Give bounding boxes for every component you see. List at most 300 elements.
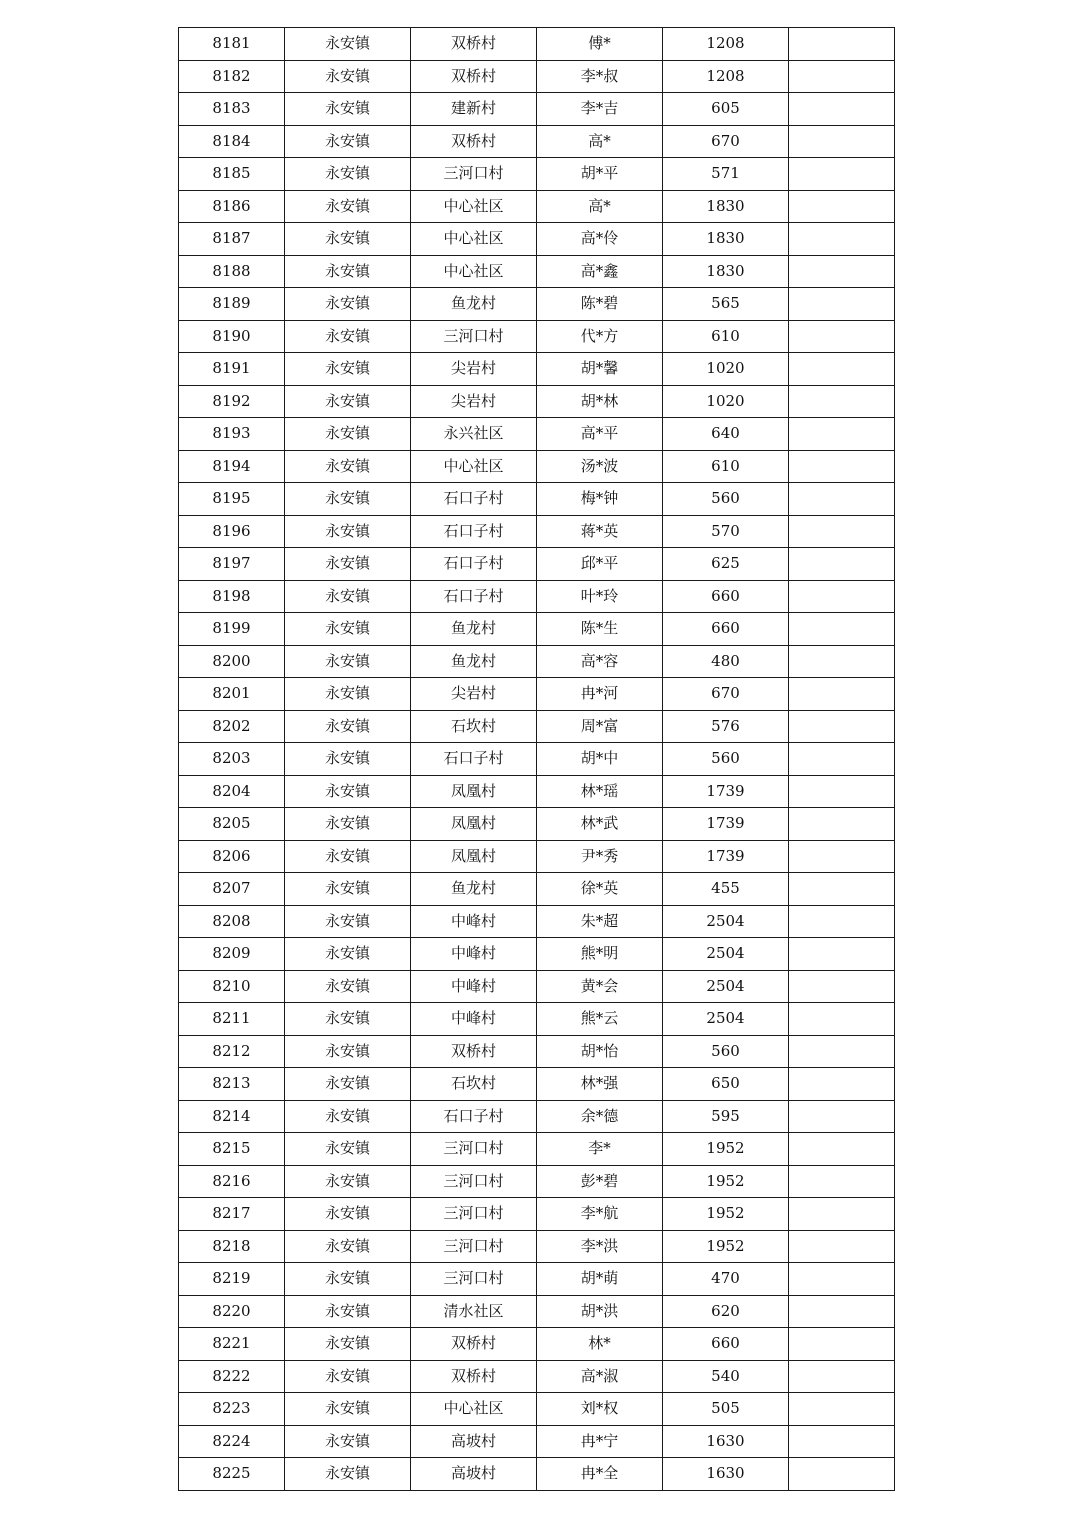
cell-note (789, 1425, 895, 1458)
cell-village: 中心社区 (411, 450, 537, 483)
cell-village: 石坎村 (411, 710, 537, 743)
cell-town: 永安镇 (285, 645, 411, 678)
cell-amount: 480 (663, 645, 789, 678)
cell-town: 永安镇 (285, 190, 411, 223)
table-row (179, 678, 895, 711)
cell-village: 双桥村 (411, 1360, 537, 1393)
cell-amount: 1739 (663, 840, 789, 873)
cell-person-name: 余*德 (537, 1100, 663, 1133)
cell-amount: 570 (663, 515, 789, 548)
cell-amount: 1830 (663, 223, 789, 256)
cell-note (789, 1458, 895, 1491)
cell-note (789, 353, 895, 386)
cell-serial-number: 8220 (179, 1295, 285, 1328)
cell-village: 凤凰村 (411, 808, 537, 841)
cell-town: 永安镇 (285, 938, 411, 971)
table-row (179, 385, 895, 418)
cell-amount: 505 (663, 1393, 789, 1426)
cell-amount: 571 (663, 158, 789, 191)
table-row (179, 775, 895, 808)
cell-village: 凤凰村 (411, 840, 537, 873)
cell-amount: 565 (663, 288, 789, 321)
cell-village: 尖岩村 (411, 385, 537, 418)
cell-person-name: 林*武 (537, 808, 663, 841)
cell-person-name: 朱*超 (537, 905, 663, 938)
cell-village: 中心社区 (411, 255, 537, 288)
cell-serial-number: 8208 (179, 905, 285, 938)
table-row (179, 1425, 895, 1458)
cell-amount: 1952 (663, 1230, 789, 1263)
table-row (179, 938, 895, 971)
table-row (179, 255, 895, 288)
cell-person-name: 徐*英 (537, 873, 663, 906)
cell-town: 永安镇 (285, 1230, 411, 1263)
table-row (179, 125, 895, 158)
cell-note (789, 580, 895, 613)
cell-person-name: 冉*全 (537, 1458, 663, 1491)
cell-serial-number: 8221 (179, 1328, 285, 1361)
cell-village: 双桥村 (411, 1035, 537, 1068)
cell-person-name: 胡*萌 (537, 1263, 663, 1296)
table-row (179, 1328, 895, 1361)
cell-serial-number: 8189 (179, 288, 285, 321)
cell-town: 永安镇 (285, 450, 411, 483)
cell-person-name: 梅*钟 (537, 483, 663, 516)
cell-village: 中心社区 (411, 190, 537, 223)
table-row (179, 970, 895, 1003)
cell-note (789, 28, 895, 61)
cell-village: 石口子村 (411, 483, 537, 516)
cell-person-name: 蒋*英 (537, 515, 663, 548)
cell-note (789, 450, 895, 483)
cell-town: 永安镇 (285, 580, 411, 613)
cell-serial-number: 8209 (179, 938, 285, 971)
cell-serial-number: 8201 (179, 678, 285, 711)
cell-town: 永安镇 (285, 223, 411, 256)
table-row (179, 223, 895, 256)
cell-serial-number: 8223 (179, 1393, 285, 1426)
cell-person-name: 高*鑫 (537, 255, 663, 288)
cell-person-name: 胡*中 (537, 743, 663, 776)
cell-serial-number: 8190 (179, 320, 285, 353)
cell-village: 三河口村 (411, 1230, 537, 1263)
table-row (179, 1360, 895, 1393)
cell-serial-number: 8216 (179, 1165, 285, 1198)
cell-village: 中心社区 (411, 1393, 537, 1426)
cell-village: 石口子村 (411, 1100, 537, 1133)
table-row (179, 1133, 895, 1166)
cell-note (789, 1165, 895, 1198)
table-row (179, 190, 895, 223)
cell-person-name: 邱*平 (537, 548, 663, 581)
cell-note (789, 255, 895, 288)
cell-amount: 2504 (663, 970, 789, 1003)
cell-serial-number: 8193 (179, 418, 285, 451)
cell-village: 鱼龙村 (411, 873, 537, 906)
cell-person-name: 彭*碧 (537, 1165, 663, 1198)
cell-amount: 1020 (663, 353, 789, 386)
cell-serial-number: 8218 (179, 1230, 285, 1263)
cell-serial-number: 8203 (179, 743, 285, 776)
table-row (179, 158, 895, 191)
cell-town: 永安镇 (285, 1068, 411, 1101)
cell-person-name: 林*强 (537, 1068, 663, 1101)
table-row (179, 1165, 895, 1198)
cell-person-name: 胡*怡 (537, 1035, 663, 1068)
cell-note (789, 418, 895, 451)
table-row (179, 93, 895, 126)
cell-amount: 1630 (663, 1458, 789, 1491)
cell-person-name: 胡*馨 (537, 353, 663, 386)
cell-note (789, 1133, 895, 1166)
cell-note (789, 743, 895, 776)
cell-amount: 455 (663, 873, 789, 906)
table-row (179, 418, 895, 451)
cell-village: 尖岩村 (411, 678, 537, 711)
cell-amount: 620 (663, 1295, 789, 1328)
cell-town: 永安镇 (285, 905, 411, 938)
cell-amount: 560 (663, 743, 789, 776)
table-row (179, 1068, 895, 1101)
cell-serial-number: 8202 (179, 710, 285, 743)
cell-village: 中心社区 (411, 223, 537, 256)
cell-person-name: 李* (537, 1133, 663, 1166)
cell-amount: 1739 (663, 808, 789, 841)
table-row (179, 580, 895, 613)
cell-note (789, 775, 895, 808)
cell-town: 永安镇 (285, 1003, 411, 1036)
cell-town: 永安镇 (285, 320, 411, 353)
cell-person-name: 李*吉 (537, 93, 663, 126)
table-row (179, 353, 895, 386)
cell-amount: 470 (663, 1263, 789, 1296)
cell-amount: 2504 (663, 1003, 789, 1036)
cell-person-name: 周*富 (537, 710, 663, 743)
cell-person-name: 刘*权 (537, 1393, 663, 1426)
cell-town: 永安镇 (285, 1198, 411, 1231)
cell-serial-number: 8210 (179, 970, 285, 1003)
cell-person-name: 陈*生 (537, 613, 663, 646)
table-row (179, 840, 895, 873)
cell-town: 永安镇 (285, 1458, 411, 1491)
table-row (179, 28, 895, 61)
cell-town: 永安镇 (285, 418, 411, 451)
table-row (179, 1458, 895, 1491)
cell-serial-number: 8192 (179, 385, 285, 418)
table-row (179, 548, 895, 581)
cell-amount: 670 (663, 678, 789, 711)
cell-note (789, 808, 895, 841)
cell-person-name: 高*伶 (537, 223, 663, 256)
cell-village: 中峰村 (411, 905, 537, 938)
table-row (179, 483, 895, 516)
cell-village: 石口子村 (411, 548, 537, 581)
cell-serial-number: 8181 (179, 28, 285, 61)
cell-serial-number: 8219 (179, 1263, 285, 1296)
cell-note (789, 125, 895, 158)
cell-serial-number: 8186 (179, 190, 285, 223)
cell-town: 永安镇 (285, 60, 411, 93)
cell-person-name: 高* (537, 125, 663, 158)
cell-amount: 670 (663, 125, 789, 158)
cell-town: 永安镇 (285, 288, 411, 321)
cell-town: 永安镇 (285, 255, 411, 288)
cell-village: 石口子村 (411, 580, 537, 613)
cell-serial-number: 8199 (179, 613, 285, 646)
table-body (179, 28, 895, 1491)
cell-village: 石坎村 (411, 1068, 537, 1101)
cell-village: 高坡村 (411, 1425, 537, 1458)
cell-person-name: 高*平 (537, 418, 663, 451)
table-row (179, 1035, 895, 1068)
cell-person-name: 林* (537, 1328, 663, 1361)
cell-serial-number: 8196 (179, 515, 285, 548)
cell-person-name: 叶*玲 (537, 580, 663, 613)
cell-person-name: 陈*碧 (537, 288, 663, 321)
cell-amount: 650 (663, 1068, 789, 1101)
cell-amount: 640 (663, 418, 789, 451)
cell-amount: 625 (663, 548, 789, 581)
cell-town: 永安镇 (285, 1133, 411, 1166)
cell-town: 永安镇 (285, 1100, 411, 1133)
cell-amount: 2504 (663, 938, 789, 971)
cell-note (789, 840, 895, 873)
table-row (179, 1198, 895, 1231)
cell-person-name: 冉*河 (537, 678, 663, 711)
cell-note (789, 223, 895, 256)
cell-town: 永安镇 (285, 158, 411, 191)
cell-person-name: 胡*洪 (537, 1295, 663, 1328)
cell-person-name: 汤*波 (537, 450, 663, 483)
cell-amount: 660 (663, 1328, 789, 1361)
cell-town: 永安镇 (285, 1263, 411, 1296)
cell-serial-number: 8187 (179, 223, 285, 256)
cell-village: 中峰村 (411, 1003, 537, 1036)
cell-town: 永安镇 (285, 1035, 411, 1068)
cell-person-name: 李*叔 (537, 60, 663, 93)
table-row (179, 450, 895, 483)
cell-town: 永安镇 (285, 1165, 411, 1198)
cell-note (789, 938, 895, 971)
cell-serial-number: 8225 (179, 1458, 285, 1491)
cell-amount: 560 (663, 1035, 789, 1068)
cell-serial-number: 8194 (179, 450, 285, 483)
cell-amount: 1020 (663, 385, 789, 418)
cell-note (789, 645, 895, 678)
cell-note (789, 678, 895, 711)
cell-serial-number: 8213 (179, 1068, 285, 1101)
cell-note (789, 873, 895, 906)
cell-village: 中峰村 (411, 938, 537, 971)
cell-town: 永安镇 (285, 613, 411, 646)
cell-village: 三河口村 (411, 1263, 537, 1296)
cell-note (789, 905, 895, 938)
cell-note (789, 288, 895, 321)
table-row (179, 515, 895, 548)
cell-town: 永安镇 (285, 678, 411, 711)
cell-note (789, 1393, 895, 1426)
cell-note (789, 483, 895, 516)
cell-person-name: 高*淑 (537, 1360, 663, 1393)
table-row (179, 1100, 895, 1133)
cell-note (789, 515, 895, 548)
cell-note (789, 60, 895, 93)
cell-note (789, 1003, 895, 1036)
table-row (179, 288, 895, 321)
cell-village: 凤凰村 (411, 775, 537, 808)
cell-serial-number: 8217 (179, 1198, 285, 1231)
cell-note (789, 1068, 895, 1101)
cell-town: 永安镇 (285, 1393, 411, 1426)
cell-person-name: 高*容 (537, 645, 663, 678)
cell-town: 永安镇 (285, 93, 411, 126)
cell-town: 永安镇 (285, 548, 411, 581)
cell-amount: 1952 (663, 1133, 789, 1166)
cell-village: 鱼龙村 (411, 613, 537, 646)
table-row (179, 1263, 895, 1296)
cell-village: 三河口村 (411, 158, 537, 191)
table-row (179, 1230, 895, 1263)
cell-amount: 1208 (663, 60, 789, 93)
cell-village: 建新村 (411, 93, 537, 126)
cell-town: 永安镇 (285, 515, 411, 548)
cell-amount: 1952 (663, 1198, 789, 1231)
data-table (178, 27, 895, 1491)
table-row (179, 710, 895, 743)
cell-person-name: 高* (537, 190, 663, 223)
cell-serial-number: 8211 (179, 1003, 285, 1036)
cell-person-name: 代*方 (537, 320, 663, 353)
cell-village: 三河口村 (411, 320, 537, 353)
cell-person-name: 黄*会 (537, 970, 663, 1003)
cell-village: 石口子村 (411, 515, 537, 548)
table-row (179, 60, 895, 93)
cell-amount: 1208 (663, 28, 789, 61)
cell-person-name: 胡*平 (537, 158, 663, 191)
cell-serial-number: 8212 (179, 1035, 285, 1068)
cell-village: 三河口村 (411, 1165, 537, 1198)
cell-town: 永安镇 (285, 1425, 411, 1458)
cell-amount: 2504 (663, 905, 789, 938)
cell-person-name: 李*航 (537, 1198, 663, 1231)
cell-town: 永安镇 (285, 970, 411, 1003)
cell-village: 双桥村 (411, 1328, 537, 1361)
cell-village: 双桥村 (411, 60, 537, 93)
cell-serial-number: 8204 (179, 775, 285, 808)
cell-note (789, 1100, 895, 1133)
cell-serial-number: 8188 (179, 255, 285, 288)
cell-town: 永安镇 (285, 125, 411, 158)
cell-village: 石口子村 (411, 743, 537, 776)
cell-village: 三河口村 (411, 1198, 537, 1231)
table-row (179, 743, 895, 776)
cell-note (789, 1198, 895, 1231)
cell-serial-number: 8184 (179, 125, 285, 158)
cell-village: 鱼龙村 (411, 288, 537, 321)
cell-serial-number: 8205 (179, 808, 285, 841)
cell-note (789, 613, 895, 646)
cell-amount: 1630 (663, 1425, 789, 1458)
cell-serial-number: 8222 (179, 1360, 285, 1393)
cell-note (789, 320, 895, 353)
cell-town: 永安镇 (285, 353, 411, 386)
cell-town: 永安镇 (285, 1295, 411, 1328)
cell-town: 永安镇 (285, 385, 411, 418)
cell-amount: 540 (663, 1360, 789, 1393)
cell-person-name: 熊*云 (537, 1003, 663, 1036)
cell-serial-number: 8215 (179, 1133, 285, 1166)
cell-note (789, 548, 895, 581)
cell-town: 永安镇 (285, 1360, 411, 1393)
cell-town: 永安镇 (285, 775, 411, 808)
cell-person-name: 胡*林 (537, 385, 663, 418)
table-row (179, 905, 895, 938)
cell-town: 永安镇 (285, 28, 411, 61)
cell-town: 永安镇 (285, 483, 411, 516)
cell-village: 高坡村 (411, 1458, 537, 1491)
cell-amount: 576 (663, 710, 789, 743)
table-row (179, 808, 895, 841)
cell-serial-number: 8214 (179, 1100, 285, 1133)
table-row (179, 1295, 895, 1328)
cell-village: 双桥村 (411, 125, 537, 158)
cell-town: 永安镇 (285, 808, 411, 841)
cell-village: 清水社区 (411, 1295, 537, 1328)
cell-serial-number: 8183 (179, 93, 285, 126)
cell-town: 永安镇 (285, 1328, 411, 1361)
cell-note (789, 1230, 895, 1263)
cell-note (789, 190, 895, 223)
cell-amount: 595 (663, 1100, 789, 1133)
cell-note (789, 710, 895, 743)
cell-amount: 610 (663, 450, 789, 483)
cell-town: 永安镇 (285, 743, 411, 776)
cell-village: 中峰村 (411, 970, 537, 1003)
cell-serial-number: 8200 (179, 645, 285, 678)
cell-amount: 1739 (663, 775, 789, 808)
cell-town: 永安镇 (285, 873, 411, 906)
table-row (179, 645, 895, 678)
cell-amount: 1830 (663, 190, 789, 223)
cell-amount: 605 (663, 93, 789, 126)
cell-serial-number: 8207 (179, 873, 285, 906)
cell-note (789, 1295, 895, 1328)
cell-serial-number: 8185 (179, 158, 285, 191)
cell-serial-number: 8182 (179, 60, 285, 93)
table-row (179, 1003, 895, 1036)
cell-amount: 1952 (663, 1165, 789, 1198)
cell-person-name: 尹*秀 (537, 840, 663, 873)
cell-note (789, 1328, 895, 1361)
cell-serial-number: 8206 (179, 840, 285, 873)
cell-town: 永安镇 (285, 710, 411, 743)
cell-village: 三河口村 (411, 1133, 537, 1166)
cell-serial-number: 8197 (179, 548, 285, 581)
cell-note (789, 385, 895, 418)
cell-person-name: 林*瑶 (537, 775, 663, 808)
cell-serial-number: 8195 (179, 483, 285, 516)
cell-amount: 560 (663, 483, 789, 516)
cell-person-name: 熊*明 (537, 938, 663, 971)
cell-village: 尖岩村 (411, 353, 537, 386)
cell-person-name: 傅* (537, 28, 663, 61)
cell-person-name: 李*洪 (537, 1230, 663, 1263)
cell-amount: 1830 (663, 255, 789, 288)
cell-serial-number: 8224 (179, 1425, 285, 1458)
cell-village: 永兴社区 (411, 418, 537, 451)
table-row (179, 1393, 895, 1426)
cell-village: 双桥村 (411, 28, 537, 61)
